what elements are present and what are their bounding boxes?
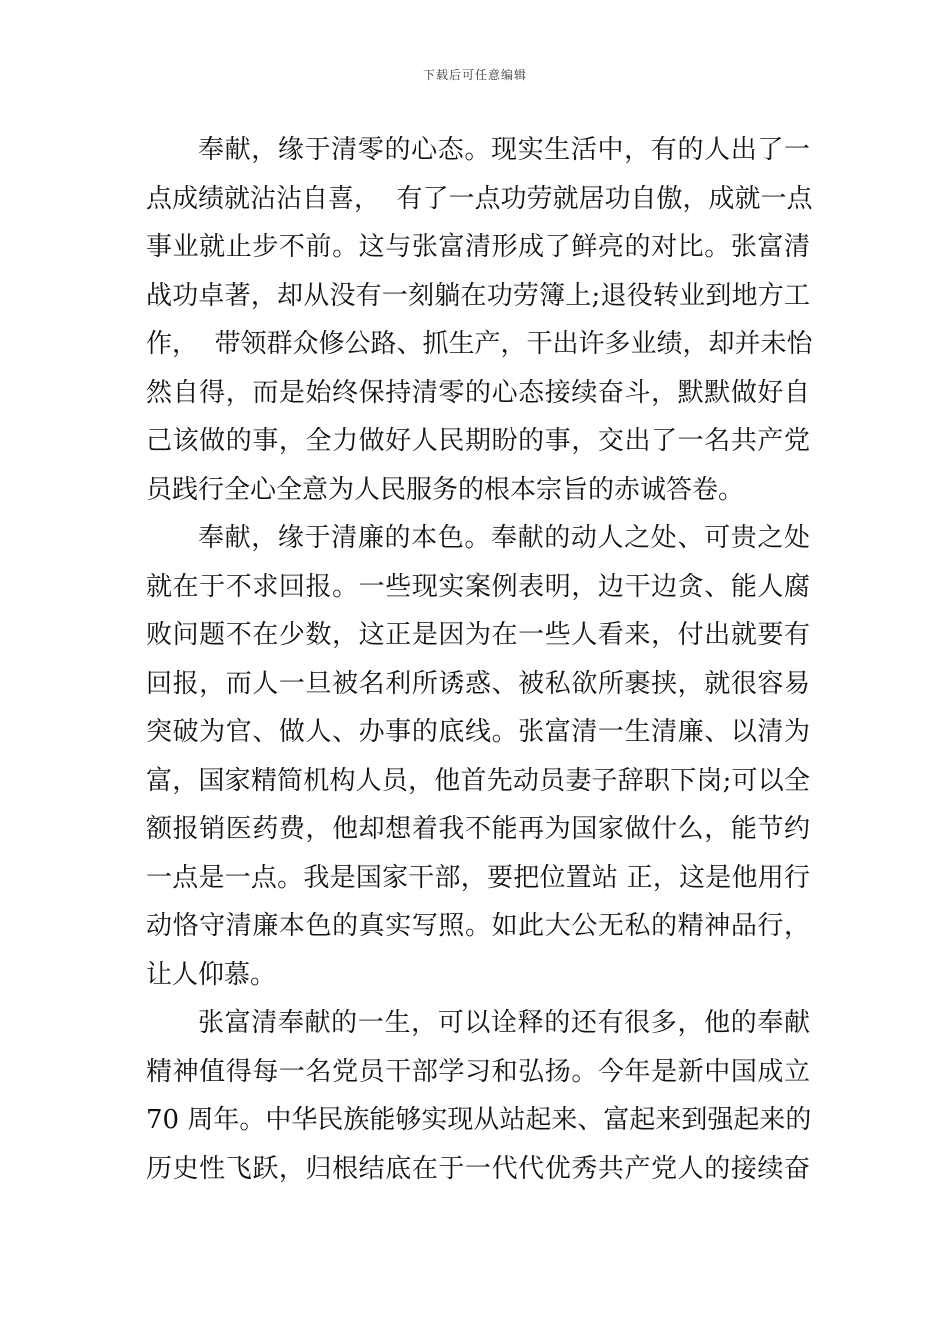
text-line: 事业就止步不前。这与张富清形成了鲜亮的对比。张富清 [146, 232, 810, 262]
text-line: 点成绩就沾沾自喜， 有了一点功劳就居功自傲，成就一点 [146, 183, 813, 214]
text-line: 败问题不在少数，这正是因为在一些人看来，付出就要有 [146, 620, 810, 650]
text-line: 己该做的事，全力做好人民期盼的事，交出了一名共产党 [146, 426, 810, 456]
text-line: 张富清奉献的一生，可以诠释的还有很多，他的奉献 [198, 1008, 810, 1038]
text-line: 就在于不求回报。一些现实案例表明，边干边贪、能人腐 [146, 571, 810, 602]
text-line: 精神值得每一名党员干部学习和弘扬。今年是新中国成立 [146, 1056, 810, 1087]
text-line: 奉献，缘于清廉的本色。奉献的动人之处、可贵之处 [198, 523, 810, 553]
paragraph-3 [146, 999, 810, 1193]
text-line: 回报，而人一旦被名利所诱惑、被私欲所裹挟，就很容易 [146, 668, 810, 699]
text-line: 70 周年。中华民族能够实现从站起来、富起来到强起来的 [146, 1105, 812, 1135]
text-line: 动恪守清廉本色的真实写照。如此大公无私的精神品行， [146, 911, 810, 941]
text-line: 让人仰慕。 [146, 959, 277, 990]
text-line: 员践行全心全意为人民服务的根本宗旨的赤诚答卷。 [146, 474, 745, 505]
text-line: 然自得，而是始终保持清零的心态接续奋斗，默默做好自 [146, 377, 810, 408]
text-line: 作， 带领群众修公路、抓生产，干出许多业绩，却并未怡 [146, 329, 813, 359]
text-line: 历史性飞跃，归根结底在于一代代优秀共产党人的接续奋 [146, 1153, 810, 1184]
paragraph-2 [146, 514, 810, 999]
document-body [146, 126, 813, 1193]
text-line: 战功卓著，却从没有一刻躺在功劳簿上;退役转业到地方工 [146, 280, 810, 311]
paragraph-1 [146, 126, 813, 514]
text-line: 额报销医药费，他却想着我不能再为国家做什么，能节约 [146, 814, 810, 844]
text-line: 一点是一点。我是国家干部，要把位置站 正，这是他用行 [146, 862, 810, 893]
page-header: 下载后可任意编辑 [422, 68, 527, 82]
text-line: 突破为官、做人、办事的底线。张富清一生清廉、以清为 [146, 717, 810, 747]
text-line: 奉献，缘于清零的心态。现实生活中，有的人出了一 [198, 135, 810, 165]
text-line: 富，国家精简机构人员，他首先动员妻子辞职下岗;可以全 [146, 765, 810, 796]
